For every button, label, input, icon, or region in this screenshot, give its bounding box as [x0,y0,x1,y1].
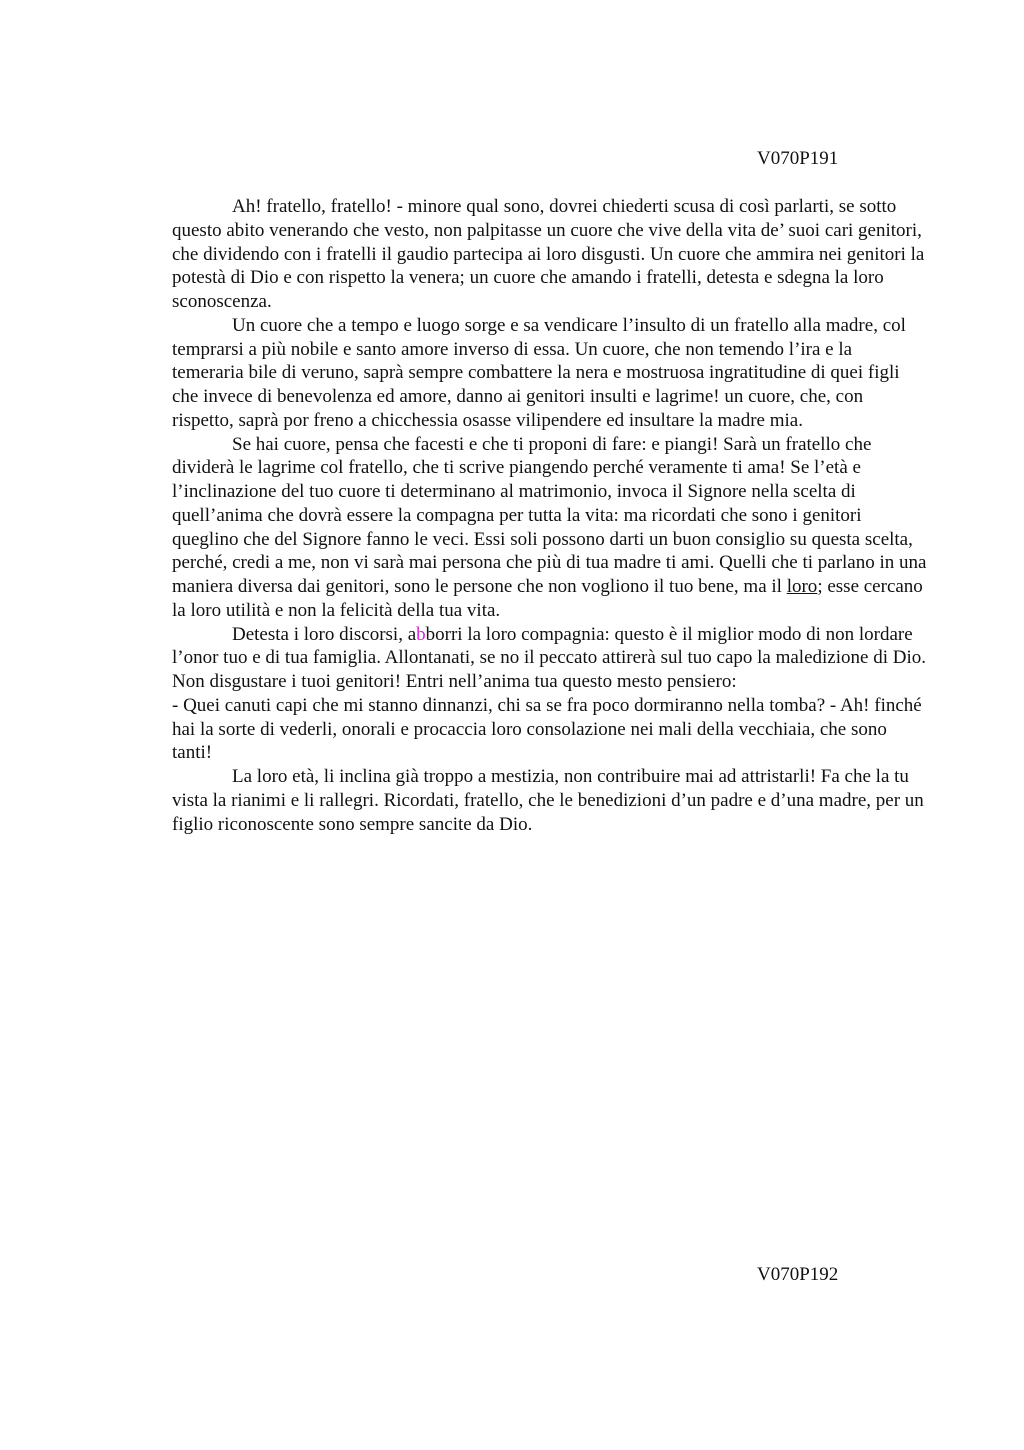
paragraph-4-text: borri la loro compagnia: questo è il miglior modo di non lordare l’onor tuo e di tua famiglia. Allontanati, se no il peccato attirerà sul tuo capo la maledizione di Dio. Non disgustare i tuoi genitori! Entri nell’anima tua questo mesto pensiero: [172,623,926,692]
letter-body [172,195,928,836]
paragraph-2: Un cuore che a tempo e luogo sorge e sa vendicare l’insulto di un fratello alla madre, col temprarsi a più nobile e santo amore inverso di essa. Un cuore, che non temendo l’ira e la temeraria bile di veruno, saprà sempre combattere la nera e mostruosa ingratitudine di quei figli che invece di benevolenza ed amore, danno ai genitori insulti e lagrime! un cuore, che, con rispetto, saprà por freno a chicchessia osasse vilipendere ed insultare la madre mia. [172,314,906,431]
paragraph-3-text: Se hai cuore, pensa che facesti e che ti proponi di fare: e piangi! Sarà un fratello che dividerà le lagrime col fratello, che ti scrive piangendo perché veramente ti ama! Se l’età e l’inclinazione del tuo cuore ti determinano al matrimonio, invoca il Signore nella scelta di quell’anima che dovrà essere la compagna per tutta la vita: ma ricordati che sono i genitori queglino che del Signore fanno le veci. Essi soli possono darti un buon consiglio su questa scelta, perché, credi a me, non vi sarà mai persona che più di tua madre ti ami. Quelli che ti parlano in una maniera diversa dai genitori, sono le persone che non vogliono il tuo bene, ma il [172,433,927,597]
page-code-top: V070P191 [757,148,839,169]
paragraph-3-end: ; esse cercano la loro utilità e non la felicità della tua vita. [172,576,923,621]
paragraph-3 [172,433,928,623]
page-code-bottom: V070P192 [757,1264,839,1285]
paragraph-6: La loro età, li inclina già troppo a mestizia, non contribuire mai ad attristarli! Fa che la tu vista la rianimi e li rallegri. Ricordati, fratello, che le benedizioni d’un padre e d’una madre, per un figlio riconoscente sono sempre sancite da Dio. [172,766,924,835]
paragraph-4 [172,623,928,694]
paragraph-1: Ah! fratello, fratello! - minore qual sono, dovrei chiederti scusa di così parlarti, se sotto questo abito venerando che vesto, non palpitasse un cuore che vive della vita de’ suoi cari genitori, che dividendo con i fratelli il gaudio partecipa ai loro disgusti. Un cuore che ammira nei genitori la potestà di Dio e con rispetto la venera; un cuore che amando i fratelli, detesta e sdegna la loro sconoscenza. [172,196,925,312]
underlined-word: loro [786,576,818,597]
paragraph-5-quote: - Quei canuti capi che mi stanno dinnanzi, chi sa se fra poco dormiranno nella tomba? - Ah! finché hai la sorte di vederli, onorali e procaccia loro consolazione nei mali della vecchiaia, che sono tanti! [172,694,922,764]
paragraph-4-start: Detesta i loro discorsi, a [232,623,417,645]
highlighted-letter: b [416,623,426,645]
